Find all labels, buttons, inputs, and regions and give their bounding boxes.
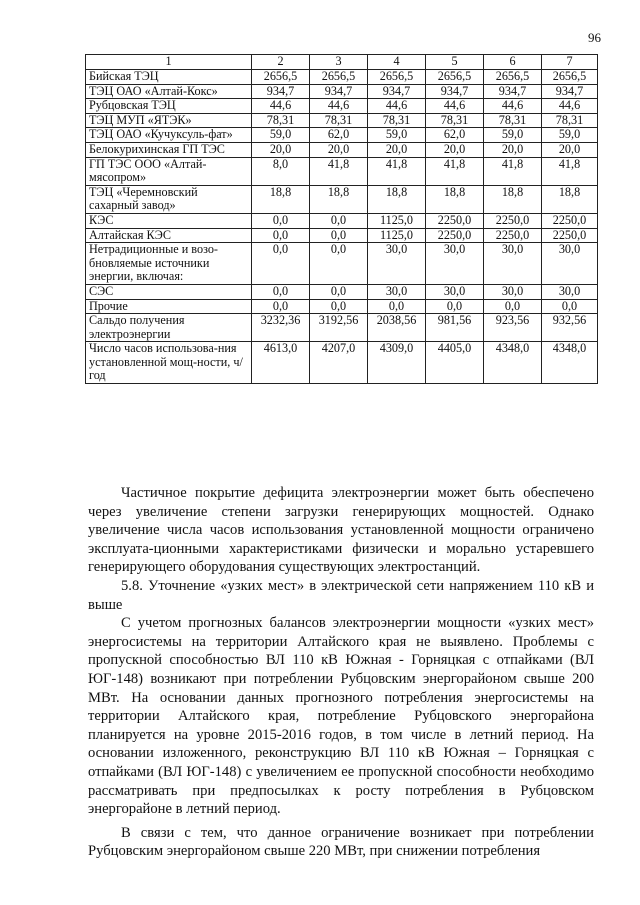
table-cell: 20,0 — [484, 142, 542, 157]
table-cell: 44,6 — [368, 99, 426, 114]
section-heading: 5.8. Уточнение «узких мест» в электрической сети напряжением 110 кВ и выше — [88, 577, 594, 613]
table-cell: 934,7 — [484, 84, 542, 99]
table-row — [86, 299, 598, 314]
table-cell: 934,7 — [310, 84, 368, 99]
table-cell: 0,0 — [542, 299, 598, 314]
table-cell: 0,0 — [310, 228, 368, 243]
table-cell: 78,31 — [542, 113, 598, 128]
table-cell: 59,0 — [368, 128, 426, 143]
table-row — [86, 213, 598, 228]
column-header: 2 — [252, 55, 310, 70]
table-cell: 1125,0 — [368, 228, 426, 243]
paragraph: В связи с тем, что данное ограничение возникает при потреблении Рубцовским энергорайоном свыше 220 МВт, при снижении потребления — [88, 824, 594, 860]
table-cell: 2250,0 — [426, 228, 484, 243]
table-cell: 30,0 — [368, 243, 426, 285]
table-cell: 44,6 — [252, 99, 310, 114]
row-label: Сальдо получения электроэнергии — [86, 314, 252, 342]
table-row — [86, 128, 598, 143]
table-cell: 0,0 — [252, 243, 310, 285]
body-text — [88, 484, 594, 861]
table-cell: 2656,5 — [542, 70, 598, 85]
table-cell: 3232,36 — [252, 314, 310, 342]
table-cell: 20,0 — [426, 142, 484, 157]
table-cell: 18,8 — [426, 185, 484, 213]
table-row — [86, 243, 598, 285]
table-cell: 0,0 — [484, 299, 542, 314]
table-cell: 30,0 — [542, 284, 598, 299]
table-cell: 934,7 — [252, 84, 310, 99]
table-cell: 4207,0 — [310, 342, 368, 384]
row-label: Алтайская КЭС — [86, 228, 252, 243]
table-body — [86, 70, 598, 384]
row-label: СЭС — [86, 284, 252, 299]
table-cell: 2656,5 — [484, 70, 542, 85]
row-label: Белокурихинская ГП ТЭС — [86, 142, 252, 157]
table-cell: 78,31 — [252, 113, 310, 128]
table-cell: 41,8 — [310, 157, 368, 185]
table-cell: 18,8 — [484, 185, 542, 213]
table-row — [86, 142, 598, 157]
table-row — [86, 99, 598, 114]
table-cell: 59,0 — [484, 128, 542, 143]
table-cell: 78,31 — [310, 113, 368, 128]
table-cell: 4348,0 — [542, 342, 598, 384]
table-cell: 30,0 — [368, 284, 426, 299]
table-row — [86, 185, 598, 213]
table-cell: 2656,5 — [368, 70, 426, 85]
table-cell: 2250,0 — [484, 213, 542, 228]
table-cell: 44,6 — [310, 99, 368, 114]
table-cell: 932,56 — [542, 314, 598, 342]
table-cell: 62,0 — [426, 128, 484, 143]
row-label: Число часов использова-ния установленной мощ-ности, ч/год — [86, 342, 252, 384]
table-cell: 0,0 — [368, 299, 426, 314]
table-cell: 934,7 — [426, 84, 484, 99]
table-cell: 934,7 — [368, 84, 426, 99]
table-cell: 20,0 — [252, 142, 310, 157]
row-label: Рубцовская ТЭЦ — [86, 99, 252, 114]
table-cell: 1125,0 — [368, 213, 426, 228]
table-cell: 2250,0 — [426, 213, 484, 228]
table-cell: 41,8 — [426, 157, 484, 185]
table-cell: 18,8 — [252, 185, 310, 213]
row-label: ТЭЦ ОАО «Кучуксуль-фат» — [86, 128, 252, 143]
table-row — [86, 157, 598, 185]
table-cell: 20,0 — [310, 142, 368, 157]
row-label: Прочие — [86, 299, 252, 314]
table-cell: 62,0 — [310, 128, 368, 143]
table-cell: 41,8 — [542, 157, 598, 185]
table-row — [86, 113, 598, 128]
table-header-row — [86, 55, 598, 70]
table-cell: 0,0 — [252, 228, 310, 243]
table-cell: 0,0 — [252, 284, 310, 299]
table-cell: 2656,5 — [252, 70, 310, 85]
table-cell: 0,0 — [310, 299, 368, 314]
table-cell: 78,31 — [484, 113, 542, 128]
table-row — [86, 84, 598, 99]
table-cell: 30,0 — [426, 284, 484, 299]
table-cell: 4405,0 — [426, 342, 484, 384]
table-cell: 0,0 — [426, 299, 484, 314]
table-row — [86, 314, 598, 342]
row-label: ГП ТЭС ООО «Алтай-мясопром» — [86, 157, 252, 185]
page-number: 96 — [588, 30, 601, 45]
table-cell: 0,0 — [310, 243, 368, 285]
table-cell: 59,0 — [252, 128, 310, 143]
table-cell: 44,6 — [542, 99, 598, 114]
table-cell: 2250,0 — [542, 228, 598, 243]
table-cell: 4309,0 — [368, 342, 426, 384]
table-cell: 44,6 — [426, 99, 484, 114]
table-cell: 2656,5 — [310, 70, 368, 85]
column-header: 7 — [542, 55, 598, 70]
column-header: 5 — [426, 55, 484, 70]
table-cell: 20,0 — [542, 142, 598, 157]
table-cell: 18,8 — [310, 185, 368, 213]
paragraph: С учетом прогнозных балансов электроэнергии мощности «узких мест» энергосистемы на территории Алтайского края не выявлено. Проблемы с пропускной способностью ВЛ 110 кВ Южная - Горняцкая с отпайками (ВЛ ЮГ-148) возникают при потреблении Рубцовским энергорайоном свыше 200 МВт. На основании данных прогнозного потребления энергосистемы на территории Алтайского края, потребление Рубцовского энергорайона планируется на уровне 2015-2016 годов, в том числе в летний период. На основании изложенного, реконструкцию ВЛ 110 кВ Южная – Горняцкая с отпайками (ВЛ ЮГ-148) с увеличением ее пропускной способности необходимо рассматривать при предпосылках к росту потребления в Рубцовском энергорайоне в летний период. — [88, 615, 594, 818]
table-cell: 0,0 — [310, 213, 368, 228]
table-row — [86, 284, 598, 299]
generation-table — [85, 54, 598, 384]
column-header: 6 — [484, 55, 542, 70]
table-cell: 30,0 — [484, 243, 542, 285]
paragraph: Частичное покрытие дефицита электроэнергии может быть обеспечено через увеличение степени загрузки генерирующих мощностей. Однако увеличение числа часов использования установленной мощности ограничено эксплуата-ционными характеристиками физически и морально устаревшего генерирующего оборудования существующих электростанций. — [88, 485, 594, 576]
row-label: ТЭЦ «Черемновский сахарный завод» — [86, 185, 252, 213]
table-cell: 20,0 — [368, 142, 426, 157]
column-header: 3 — [310, 55, 368, 70]
table-cell: 18,8 — [368, 185, 426, 213]
table-cell: 8,0 — [252, 157, 310, 185]
table-cell: 2250,0 — [484, 228, 542, 243]
table-cell: 2038,56 — [368, 314, 426, 342]
table-cell: 30,0 — [426, 243, 484, 285]
table-cell: 3192,56 — [310, 314, 368, 342]
table-cell: 44,6 — [484, 99, 542, 114]
table-cell: 0,0 — [310, 284, 368, 299]
table-cell: 30,0 — [542, 243, 598, 285]
table-cell: 0,0 — [252, 299, 310, 314]
table-cell: 0,0 — [252, 213, 310, 228]
column-header: 4 — [368, 55, 426, 70]
table-cell: 30,0 — [484, 284, 542, 299]
table-cell: 2250,0 — [542, 213, 598, 228]
row-label: КЭС — [86, 213, 252, 228]
row-label: Нетрадиционные и возо-бновляемые источники энергии, включая: — [86, 243, 252, 285]
table-cell: 78,31 — [426, 113, 484, 128]
table-cell: 78,31 — [368, 113, 426, 128]
table-cell: 41,8 — [484, 157, 542, 185]
table-cell: 4348,0 — [484, 342, 542, 384]
row-label: ТЭЦ ОАО «Алтай-Кокс» — [86, 84, 252, 99]
table-row — [86, 228, 598, 243]
table-cell: 934,7 — [542, 84, 598, 99]
table-cell: 981,56 — [426, 314, 484, 342]
table-cell: 2656,5 — [426, 70, 484, 85]
table-cell: 18,8 — [542, 185, 598, 213]
table-row — [86, 70, 598, 85]
table-cell: 59,0 — [542, 128, 598, 143]
table-cell: 4613,0 — [252, 342, 310, 384]
table-row — [86, 342, 598, 384]
row-label: ТЭЦ МУП «ЯТЭК» — [86, 113, 252, 128]
table-cell: 41,8 — [368, 157, 426, 185]
column-header: 1 — [86, 55, 252, 70]
row-label: Бийская ТЭЦ — [86, 70, 252, 85]
table-cell: 923,56 — [484, 314, 542, 342]
